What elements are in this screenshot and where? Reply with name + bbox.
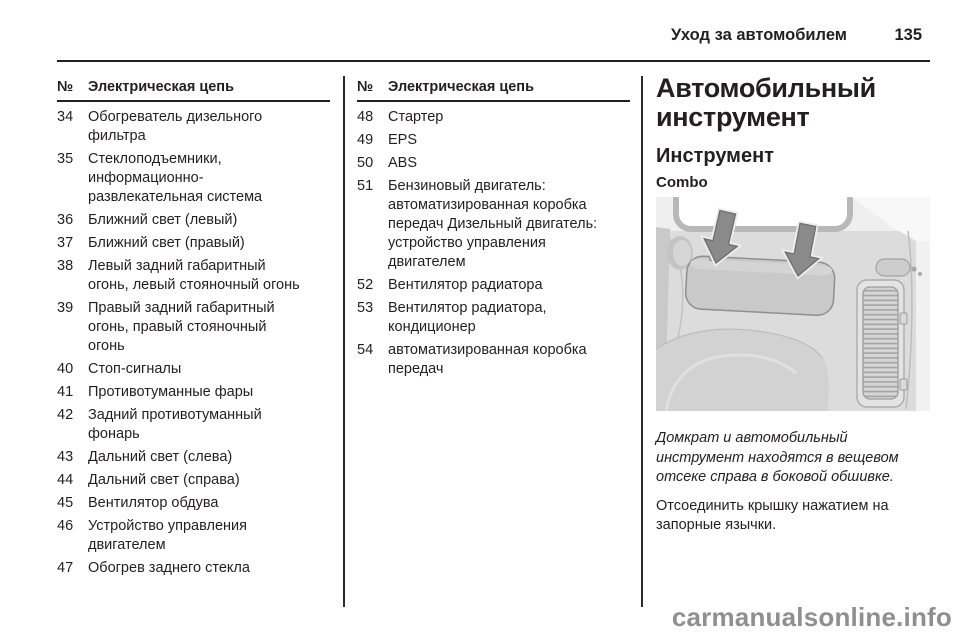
fuse-row [57,494,333,513]
fuse-label: Бензиновый двигатель: автоматизированная коробка передач Дизельный двигатель: устройство управления двигателем [388,178,598,270]
fuse-number: 52 [357,277,374,293]
fuse-row [57,448,333,467]
fuse-label: Дальний свет (справа) [88,472,240,488]
fuse-label: Стоп-сигналы [88,361,182,377]
fuse-label: Устройство управления двигателем [88,518,247,553]
page-header-title: Уход за автомобилем [671,26,847,44]
fuse-number-header: № [357,79,374,95]
fuse-number: 48 [357,109,374,125]
fuse-label: ABS [388,155,418,171]
fuse-number-header: № [57,79,74,95]
header-rule [57,60,930,62]
article-title: Автомобильный инструмент [656,73,876,132]
fuse-row [57,517,333,555]
article-vehicle-tools [656,74,930,536]
column-divider-right [641,76,643,607]
fuse-table-left [57,78,333,582]
figure-caption: Домкрат и автомобильный инструмент находятся в вещевом отсеке справа в боковой обшивке. [656,430,899,485]
fuse-label: Стартер [388,109,444,125]
fuse-row [357,177,633,272]
fuse-label: Противотуманные фары [88,384,254,400]
fuse-row [57,108,333,146]
fuse-number: 34 [57,109,74,125]
fuse-label: Задний противотуманный фонарь [88,407,262,442]
fuse-number: 45 [57,495,74,511]
fuse-number: 43 [57,449,74,465]
fuse-row [57,234,333,253]
fuse-circuit-header: Электрическая цепь [388,79,534,95]
fuse-table-header [357,78,630,102]
fuse-label: Вентилятор радиатора [388,277,543,293]
fuse-row [57,257,333,295]
fuse-number: 49 [357,132,374,148]
fuse-label: Дальний свет (слева) [88,449,233,465]
fuse-row [57,559,333,578]
fuse-row [357,341,633,379]
fuse-number: 50 [357,155,374,171]
fuse-label: Правый задний габаритный огонь, правый стояночный огонь [88,300,275,354]
fuse-label: Обогрев заднего стекла [88,560,250,576]
fuse-label: Ближний свет (правый) [88,235,245,251]
fuse-number: 40 [57,361,74,377]
tool-compartment-figure [656,197,930,411]
fuse-row [57,471,333,490]
fuse-circuit-header: Электрическая цепь [88,79,234,95]
fuse-label: автоматизированная коробка передач [388,342,587,377]
fuse-number: 41 [57,384,74,400]
fuse-row [57,406,333,444]
fuse-row [57,150,333,207]
fuse-label: Вентилятор обдува [88,495,219,511]
fuse-label: Ближний свет (левый) [88,212,238,228]
fuse-label: Стеклоподъемники, информационно-развлекательная система [88,151,263,205]
fuse-number: 36 [57,212,74,228]
fuse-table-header [57,78,330,102]
fuse-row-list [57,108,333,578]
fuse-table-right [357,78,633,383]
article-variant-label: Combo [656,174,708,191]
article-paragraph: Отсоединить крышку нажатием на запорные язычки. [656,497,889,533]
fuse-number: 38 [57,258,74,274]
fuse-row [357,154,633,173]
fuse-label: Вентилятор радиатора, кондиционер [388,300,547,335]
fuse-row [357,108,633,127]
fuse-number: 42 [57,407,74,423]
fuse-number: 53 [357,300,374,316]
fuse-number: 37 [57,235,74,251]
fuse-row [357,299,633,337]
fuse-number: 39 [57,300,74,316]
fuse-row [357,131,633,150]
fuse-row-list [357,108,633,379]
watermark-text: carmanualsonline.info [671,602,952,632]
column-divider-left [343,76,345,607]
fuse-number: 46 [57,518,74,534]
fuse-label: Левый задний габаритный огонь, левый стояночный огонь [88,258,300,293]
fuse-number: 35 [57,151,74,167]
fuse-number: 44 [57,472,74,488]
fuse-number: 54 [357,342,374,358]
fuse-row [57,299,333,356]
fuse-row [57,383,333,402]
fuse-label: EPS [388,132,418,148]
article-subtitle: Инструмент [656,145,774,167]
fuse-row [57,211,333,230]
fuse-row [57,360,333,379]
page-number: 135 [894,26,922,44]
fuse-number: 47 [57,560,74,576]
fuse-number: 51 [357,178,374,194]
tool-compartment-illustration [656,197,930,411]
fuse-row [357,276,633,295]
fuse-label: Обогреватель дизельного фильтра [88,109,263,144]
